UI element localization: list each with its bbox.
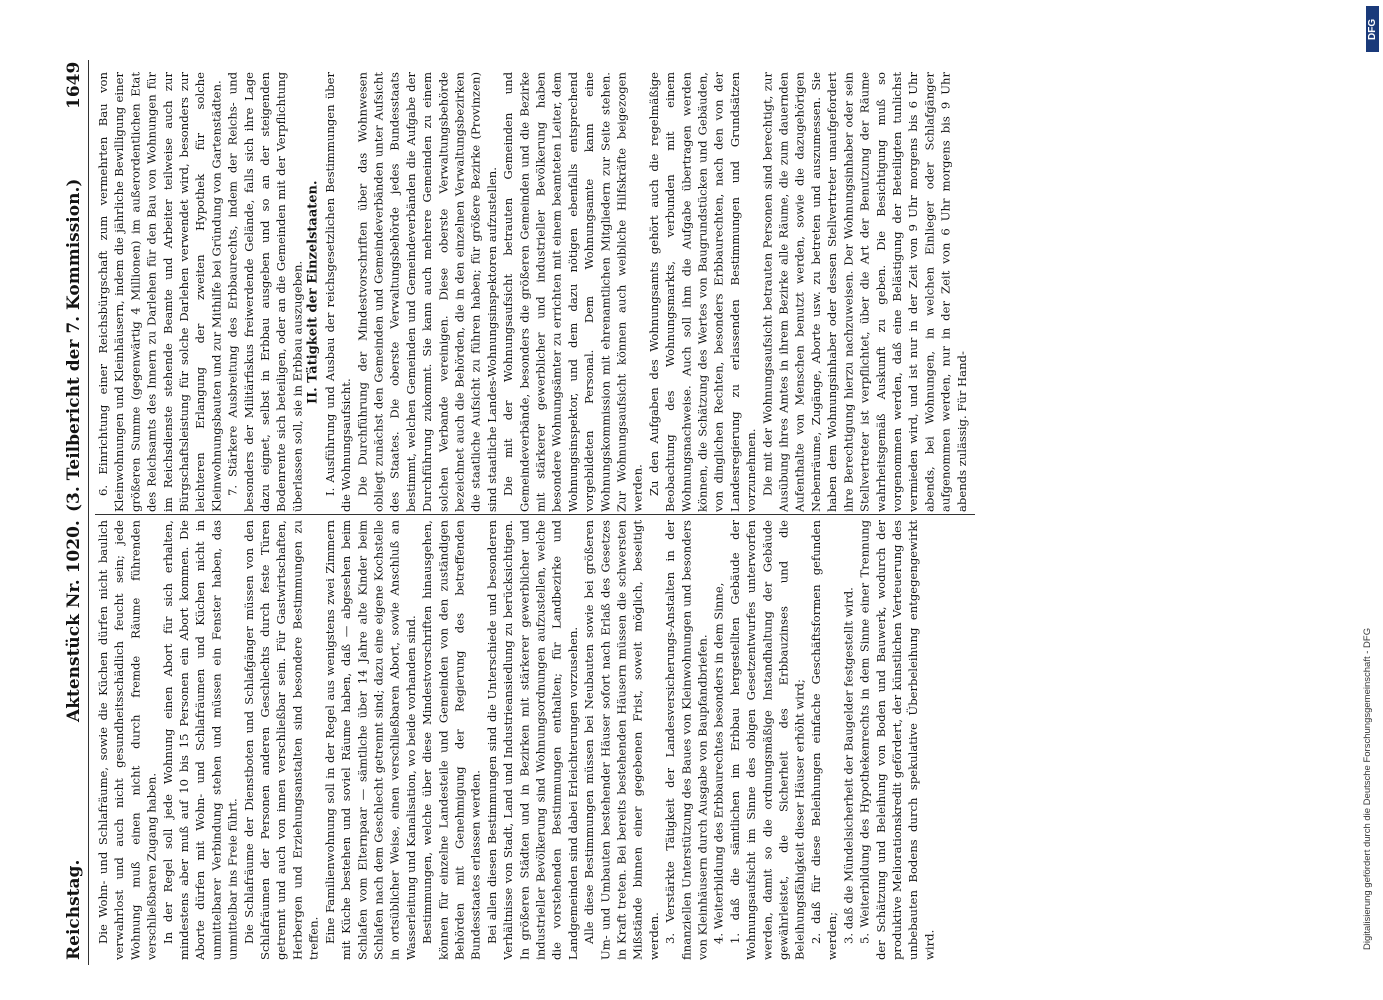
section-heading: II. Tätigkeit der Einzelstaaten. bbox=[305, 180, 321, 404]
paragraph: Bestimmungen, welche über diese Mindestvorschriften hinausgehen, können für einzelne Landesteile und Gemeinden von den zuständigen Behörden mit Genehmigung der Regierung des betreffenden Bundesstaates erlassen werden. bbox=[420, 520, 483, 960]
digitization-credit: Digitalisierung gefördert durch die Deutsche Forschungsgemeinschaft - DFG bbox=[1362, 627, 1373, 950]
paragraph: 1. daß die sämtlichen im Erbbau hergestellten Gebäude der Wohnungsaufsicht im Sinne des obigen Gesetzentwurfes unterworfen werden, damit so die ordnungsmäßige Instandhaltung der Gebäude gewährleistet, die Sicherheit des Erbbauzinses und die Beleihungsfähigkeit dieser Häuser erhöht wird; bbox=[727, 520, 807, 960]
paragraph: Die mit der Wohnungsaufsicht betrauten Gemeinden und Gemeindeverbände, besonders die größeren Gemeinden und die Bezirke mit stärkerer gewerblicher und industrieller Bevölkerung haben besondere Wohnungsämter zu errichten mit einem beamteten Leiter, dem Wohnungsinspektor, und dem dazu nötigen ebenfalls entsprechend vorgebildeten Personal. Dem Wohnungsamte kann eine Wohnungskommission mit ehrenamtlichen Mitgliedern zur Seite stehen. Zur Wohnungsaufsicht können auch weibliche Hilfskräfte beigezogen werden. bbox=[501, 72, 645, 512]
paragraph: Die mit der Wohnungsaufsicht betrauten Personen sind berechtigt, zur Ausübung ihres Amtes in ihrem Bezirke alle Räume, die zum dauernden Aufenthalte von Menschen benutzt werden, sowie die dazugehörigen Nebenräume, Zugänge, Aborte usw. zu betreten und auszumessen. Sie haben dem Wohnungsinhaber oder dessen Stellvertreter unaufgefordert ihre Berechtigung hierzu nachzuweisen. Der Wohnungsinhaber oder sein Stellvertreter ist verpflichtet, über die Art der Benutzung der Räume wahrheitsgemäß Auskunft zu geben. Die Besichtigung muß so vorgenommen werden, daß eine Belästigung der Beteiligten tunlichst vermieden wird, und ist nur in der Zeit von 9 Uhr morgens bis 6 Uhr abends, bei Wohnungen, in welchen Einlieger oder Schlafgänger aufgenommen werden, nur in der Zeit von 6 Uhr morgens bis 9 Uhr abends zulässig. Für Hand- bbox=[760, 72, 969, 512]
paragraph: Die Wohn- und Schlafräume, sowie die Küchen dürfen nicht baulich verwahrlost und auch nicht gesundheitsschädlich feucht sein; jede Wohnung muß einen nicht durch fremde Räume führenden verschließbaren Zugang haben. bbox=[96, 520, 159, 960]
right-column-text bbox=[95, 72, 975, 512]
header-teilbericht: (3. Teilbericht der 7. Kommission.) bbox=[64, 178, 84, 512]
left-column-text bbox=[95, 520, 975, 960]
paragraph: 3. Verstärkte Tätigkeit der Landesversicherungs-Anstalten in der finanziellen Unterstützung des Baues von Kleinwohnungen und besonders von Kleinhäusern durch Ausgabe von Baupfandbriefen. bbox=[663, 520, 710, 960]
paragraph: 6. Einrichtung einer Reichsbürgschaft zum vermehrten Bau von Kleinwohnungen und Kleinhäusern, indem die jährliche Bewilligung einer größeren Summe (gegenwärtig 4 Millionen) im außerordentlichen Etat des Reichsamts des Innern zu Darlehen für den Bau von Wohnungen für im Reichsdienste stehende Beamte und Arbeiter teilweise auch zur Bürgschaftsleistung für solche Darlehen verwendet wird, besonders zur leichteren Erlangung der zweiten Hypothek für solche Kleinwohnungsbauten und zur Mithilfe bei Gründung von Gartenstädten. bbox=[96, 72, 224, 512]
header-aktenstueck: Aktenstück Nr. 1020. bbox=[64, 520, 84, 722]
paragraph: Die Schlafräume der Dienstboten und Schlafgänger müssen von den Schlafräumen der Personen anderen Geschlechts durch feste Türen getrennt und auch von innen verschließbar sein. Für Gastwirtschaften, Herbergen und Erziehungsanstalten sind besondere Bestimmungen zu treffen. bbox=[241, 520, 321, 960]
left-text-column bbox=[95, 520, 975, 960]
paragraph: 2. daß für diese Beleihungen einfache Geschäftsformen gefunden werden; bbox=[808, 520, 840, 960]
paragraph: 5. Weiterbildung des Hypothekenrechts in dem Sinne einer Trennung der Schätzung und Beleihung von Boden und Bauwerk, wodurch der produktive Meliorationskredit gefördert, der künstlichen Verteuerung des unbebauten Bodens durch spekulative Überbeleihung entgegengewirkt wird. bbox=[857, 520, 937, 960]
header-rule bbox=[88, 60, 89, 965]
paragraph: In der Regel soll jede Wohnung einen Abort für sich erhalten, mindestens aber muß auf 10 bis 15 Personen ein Abort kommen. Die Aborte dürfen mit Wohn- und Schlafräumen und Küchen nicht in unmittelbarer Verbindung stehen und müssen ein Fenster haben, das unmittelbar ins Freie führt. bbox=[160, 520, 240, 960]
paragraph: I. Ausführung und Ausbau der reichsgesetzlichen Bestimmungen über die Wohnungsaufsicht. bbox=[322, 72, 354, 512]
page-number: 1649 bbox=[64, 62, 84, 110]
right-text-column bbox=[95, 72, 975, 512]
header-right bbox=[60, 62, 88, 512]
column-divider bbox=[95, 514, 975, 515]
paragraph: 7. Stärkere Ausbreitung des Erbbaurechts, indem der Reichs- und besonders der Militärfiskus freiwerdende Gelände, falls sich ihre Lage dazu eignet, selbst in Erbbau ausgeben und so an der steigenden Bodenrente sich beteiligen, oder an die Gemeinden mit der Verpflichtung überlassen soll, sie in Erbbau auszugeben. bbox=[225, 72, 305, 512]
paragraph: 3. daß die Mündelsicherheit der Baugelder festgestellt wird. bbox=[841, 587, 856, 944]
paragraph: Eine Familienwohnung soll in der Regel aus wenigstens zwei Zimmern mit Küche bestehen und soviel Räume haben, daß — abgesehen beim Schlafen vom Elternpaar — sämtliche über 14 Jahre alte Kinder beim Schlafen nach dem Geschlecht getrennt sind; dazu eine eigene Kochstelle in ortsüblicher Weise, einen verschließbaren Abort, sowie Anschluß an Wasserleitung und Kanalisation, wo beide vorhanden sind. bbox=[322, 520, 418, 960]
dfg-logo: DFG bbox=[1366, 6, 1379, 52]
paragraph: Zu den Aufgaben des Wohnungsamts gehört auch die regelmäßige Beobachtung des Wohnungsmarkts, verbunden mit einem Wohnungsnachweise. Auch soll ihm die Aufgabe übertragen werden können, die Schätzung des Wertes von Baugrundstücken und Gebäuden, von dinglichen Rechten, besonders Erbbaurechten, nach den von der Landesregierung zu erlassenden Bestimmungen und Grundsätzen vorzunehmen. bbox=[646, 72, 759, 512]
paragraph: Bei allen diesen Bestimmungen sind die Unterschiede und besonderen Verhältnisse von Stadt, Land und Industrieansiedlung zu berücksichtigen. In größeren Städten und in Bezirken mit stärkerer gewerblicher und industrieller Bevölkerung sind Wohnungsordnungen aufzustellen, welche die vorstehenden Bestimmungen enthalten; für Landbezirke und Landgemeinden sind dabei Erleichterungen vorzusehen. bbox=[484, 520, 580, 960]
header-left bbox=[60, 520, 88, 960]
paragraph: Alle diese Bestimmungen müssen bei Neubauten sowie bei größeren Um- und Umbauten bestehender Häuser sofort nach Erlaß des Gesetzes in Kraft treten. Bei bereits bestehenden Häusern müssen die schwersten Mißstände binnen einer gegebenen Frist, soweit möglich, beseitigt werden. bbox=[582, 520, 661, 960]
header-reichstag: Reichstag. bbox=[64, 859, 84, 960]
paragraph: Die Durchführung der Mindestvorschriften über das Wohnwesen obliegt zunächst den Gemeinden und Gemeindeverbänden unter Aufsicht des Staates. Die oberste Verwaltungsbehörde jedes Bundesstaats bestimmt, welchen Gemeinden und Gemeindeverbänden die Aufgabe der Durchführung zukommt. Sie kann auch mehrere Gemeinden zu einem solchen Verbande vereinigen. Diese oberste Verwaltungsbehörde bezeichnet auch die Behörden, die in den einzelnen Verwaltungsbezirken die staatliche Aufsicht zu führen haben; für größere Bezirke (Provinzen) sind staatliche Landes-Wohnungsinspektoren aufzustellen. bbox=[355, 72, 499, 512]
paragraph: 4. Weiterbildung des Erbbaurechtes besonders in dem Sinne, bbox=[711, 582, 726, 944]
